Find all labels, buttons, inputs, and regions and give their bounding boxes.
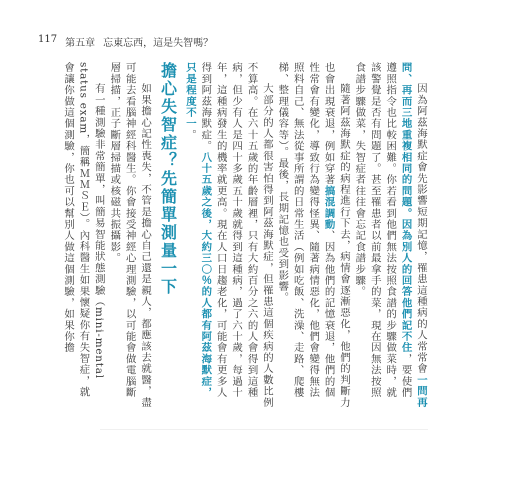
body-text: [62, 62, 428, 408]
page-number: 117: [38, 34, 58, 45]
paragraph-text: 大部分的人都很害怕得到阿茲海默症，但罹患這個疾病的人數比例不算高。在六十五歲的年齡層裡，只有大約百分之六的人會得到這種病，但少有人是四十多歲五十歲就得到這種病，過了六十歲，每過十年，這種病發生的機率就更高。現在人口日趨老化，可能會有更多人得到阿茲海默症。: [199, 62, 273, 408]
paragraph-text: ，要使們遵照指令也比較困難。你若看到他們無法按照食譜的步驟做菜時，就該警覺是否有問題了。甚至罹患者以前最拿手的菜，現在因無法按照食譜步驟做菜，失智症者往往會忘記食譜步驟。: [353, 62, 412, 399]
paragraph-text: 隨著阿茲海默症的病程進行下去，病情會逐漸惡化，他們的判斷力也會出現衰退，例如穿著: [322, 62, 350, 408]
chapter-title: 忘東忘西，這是失智嗎？: [103, 38, 214, 49]
paragraph-text: 因為阿茲海默症會先影響短期記憶，罹患這種病的人常常會: [415, 82, 427, 374]
highlight-text: 搞混調動: [322, 185, 335, 231]
section-heading: 擔心失智症？先簡單測量一下: [158, 62, 178, 296]
highlight-text: 一問再問、再而三地重複相同的問題。因為別人的回答他們記不住: [399, 62, 427, 408]
paragraph: [274, 62, 351, 408]
paragraph: [182, 62, 274, 408]
paragraph-text: 、因為他們的記憶衰退，他們的個性常會有變化，導致行為變得怪異、隨著病情惡化，他們會變得無法照料自己、無法從事所謂的日常生活（例如吃飯、洗澡、走路、爬樓梯、整理儀容等）。最後，長期記憶也受到影響。: [276, 62, 335, 399]
highlight-text: 八十五歲之後，大約三〇％的人都有阿茲海默症，只是程度不一: [183, 62, 212, 399]
paragraph: [351, 62, 428, 408]
paragraph: [60, 62, 106, 408]
paragraph-text: 如果擔心記性喪失，不管是擔心自己還是親人，都應該去就醫，盡可能去看腦神經科醫生。你會接受神經心理測驗，以可能會做電腦斷層掃描，正子斷層掃描或核磁共振攝影。: [108, 62, 152, 408]
paragraph-text: 有一種測驗非常簡單，叫簡易智能狀態測驗（mini-mental status exam，簡稱ＭＭＳＥ）。內科醫生如果懷疑你有失智症，就會讓你做這個測驗，你也可以幫別人做這個測驗，如果你擔: [62, 62, 105, 398]
paragraph: [106, 62, 152, 408]
paragraph-text: 。: [183, 129, 196, 141]
running-head: [38, 34, 213, 49]
page-divider: [100, 429, 428, 430]
chapter-label: 第五章: [65, 38, 96, 49]
